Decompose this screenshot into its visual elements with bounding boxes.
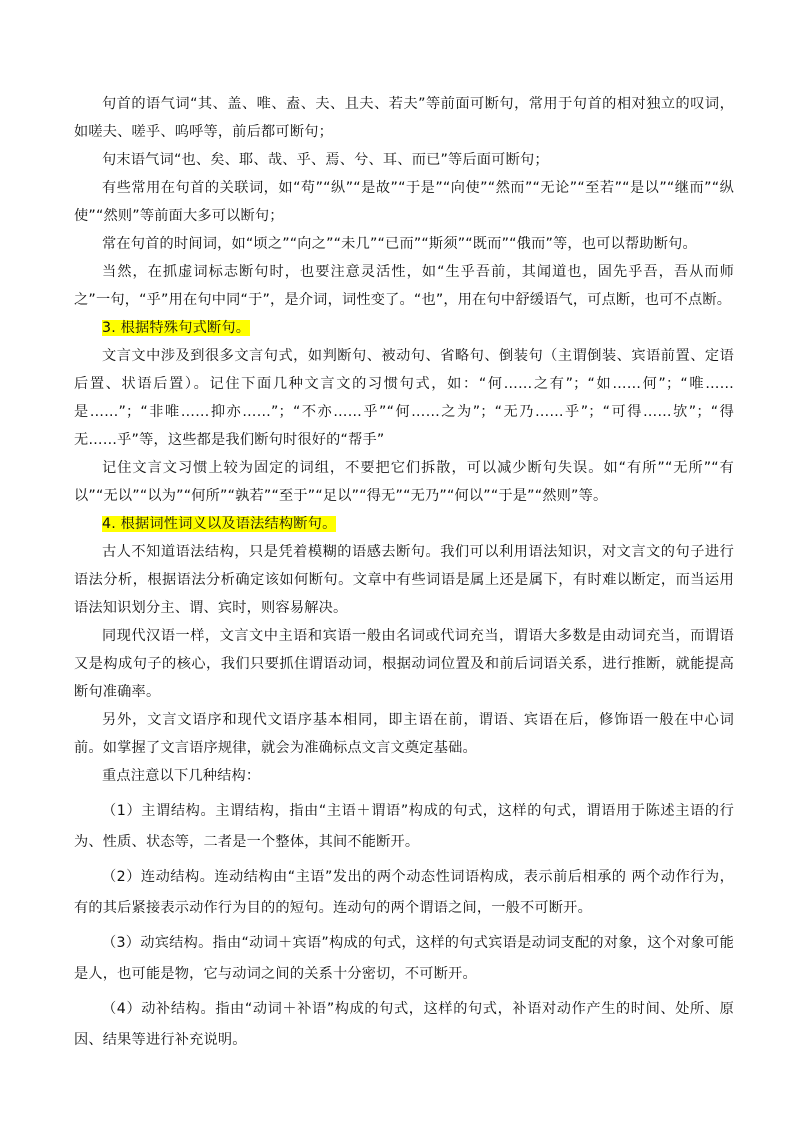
paragraph-subject-predicate: 同现代汉语一样，文言文中主语和宾语一般由名词或代词充当，谓语大多数是由动词充当，而谓语又是构成句子的核心，我们只要抓住谓语动词，根据动词位置及和前后词语关系，进行推断，就能提高断句准确率。 bbox=[74, 628, 734, 700]
heading-3-highlight: 3. 根据特殊句式断句。 bbox=[102, 320, 251, 336]
paragraph-structures-intro: 重点注意以下几种结构： bbox=[102, 768, 261, 784]
heading-4-highlight: 4. 根据词性词义以及语法结构断句。 bbox=[102, 516, 337, 532]
paragraph-fixed-phrases: 记住文言文习惯上较为固定的词组，不要把它们拆散，可以减少断句失误。如“有所”“无所”“有以”“无以”“以为”“何所”“孰若”“至于”“足以”“得无”“无乃”“何以”“于是”“然则”等。 bbox=[74, 460, 734, 504]
document-body bbox=[74, 90, 734, 1056]
structure-item-serial-verb: （2）连动结构。连动结构由“主语”发出的两个动态性词语构成，表示前后相承的 两个动作行为，有的其后紧接表示动作行为目的的短句。连动句的两个谓语之间，一般不可断开。 bbox=[74, 869, 734, 916]
paragraph-word-order: 另外，文言文语序和现代文语序基本相同，即主语在前，谓语、宾语在后，修饰语一般在中心词前。如掌握了文言语序规律，就会为准确标点文言文奠定基础。 bbox=[74, 712, 734, 756]
section-heading-4 bbox=[74, 510, 734, 538]
paragraph-flexibility: 当然，在抓虚词标志断句时，也要注意灵活性，如“生乎吾前，其闻道也，固先乎吾，吾从而师之”一句，“乎”用在句中同“于”，是介词，词性变了。“也”，用在句中舒缓语气，可点断，也可不点断。 bbox=[74, 264, 734, 308]
paragraph-conjunctions: 有些常用在句首的关联词，如“苟”“纵”“是故”“于是”“向使”“然而”“无论”“至若”“是以”“继而”“纵使”“然则”等前面大多可以断句； bbox=[74, 180, 734, 224]
paragraph-special-sentence-patterns: 文言文中涉及到很多文言句式，如判断句、被动句、省略句、倒装句（主谓倒装、宾语前置、定语后置、状语后置）。记住下面几种文言文的习惯句式，如：“何……之有”；“如……何”；“唯……是……”；“非唯……抑亦……”；“不亦……乎”“何……之为”；“无乃……乎”；“可得……欤”；“得无……乎”等，这些都是我们断句时很好的“帮手” bbox=[74, 348, 734, 448]
structures-list bbox=[74, 796, 734, 1056]
paragraph-grammar-analysis: 古人不知道语法结构，只是凭着模糊的语感去断句。我们可以利用语法知识，对文言文的句子进行语法分析，根据语法分析确定该如何断句。文章中有些词语是属上还是属下，有时难以断定，而当运用语法知识划分主、谓、宾时，则容易解决。 bbox=[74, 544, 734, 616]
structure-item-verb-complement: （4）动补结构。指由“动词＋补语”构成的句式，这样的句式，补语对动作产生的时间、处所、原因、结果等进行补充说明。 bbox=[74, 1001, 734, 1048]
structure-item-subject-predicate: （1）主谓结构。主谓结构，指由“主语＋谓语”构成的句式，这样的句式，谓语用于陈述主语的行为、性质、状态等，二者是一个整体，其间不能断开。 bbox=[74, 803, 734, 850]
paragraph-sentence-initial-particles: 句首的语气词“其、盖、唯、盍、夫、且夫、若夫”等前面可断句，常用于句首的相对独立的叹词，如嗟夫、嗟乎、呜呼等，前后都可断句； bbox=[74, 96, 734, 140]
structure-item-verb-object: （3）动宾结构。指由“动词＋宾语”构成的句式，这样的句式宾语是动词支配的对象，这个对象可能是人，也可能是物，它与动词之间的关系十分密切，不可断开。 bbox=[74, 935, 734, 982]
paragraph-time-words: 常在句首的时间词，如“顷之”“向之”“未几”“已而”“斯须”“既而”“俄而”等，也可以帮助断句。 bbox=[102, 236, 697, 252]
paragraph-sentence-final-particles: 句末语气词“也、矣、耶、哉、乎、焉、兮、耳、而已”等后面可断句； bbox=[102, 152, 549, 168]
section-heading-3 bbox=[74, 314, 734, 342]
